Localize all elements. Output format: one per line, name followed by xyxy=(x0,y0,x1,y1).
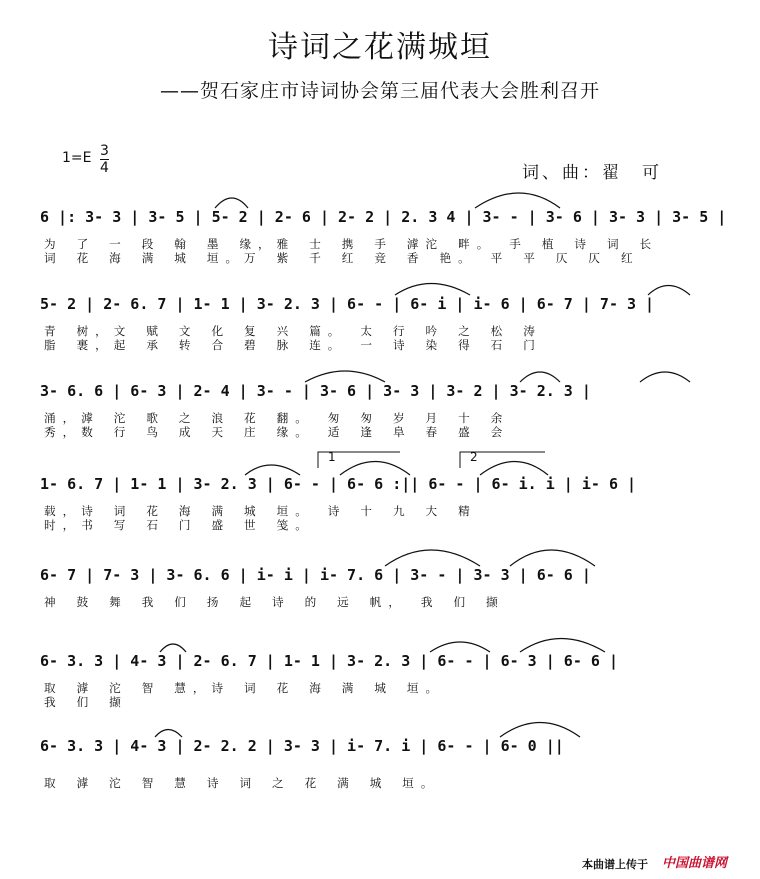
slur xyxy=(430,642,490,652)
slur xyxy=(510,550,595,566)
lyrics-line-3b: 秀，数 行 鸟 成 天 庄 缘。 适 逢 阜 春 盛 会 xyxy=(44,425,510,439)
key-signature: 1=E xyxy=(62,150,92,166)
score-line-3: 3- 6. 6 | 6- 3 | 2- 4 | 3- - | 3- 6 | 3- 3 | 3- 2 | 3- 2. 3 | xyxy=(40,382,591,400)
volta-second-label: 2 xyxy=(470,450,478,464)
score-line-4: 1- 6. 7 | 1- 1 | 3- 2. 3 | 6- - | 6- 6 :|| 6- - | 6- i. i | i- 6 | xyxy=(40,475,637,493)
slur xyxy=(520,639,605,653)
lyrics-line-2b: 脂 裹，起 承 转 合 碧 脉 连。 一 诗 染 得 石 门 xyxy=(44,338,542,352)
slur xyxy=(160,644,186,652)
time-signature xyxy=(100,143,109,176)
meter-bottom: 4 xyxy=(100,160,109,176)
lyrics-line-6b: 我 们 撷 xyxy=(44,695,128,709)
lyrics-line-1b: 词 花 海 满 城 垣。万 紫 千 红 竞 香 艳。 平 平 仄 仄 红 xyxy=(44,251,640,265)
lyrics-line-4b: 时，书 写 石 门 盛 世 笺。 xyxy=(44,518,314,532)
page-subtitle: ——贺石家庄市诗词协会第三届代表大会胜利召开 xyxy=(159,80,600,102)
slur xyxy=(475,193,560,208)
volta-first-label: 1 xyxy=(328,450,336,464)
lyrics-line-1a: 为 了 一 段 翰 墨 缘，雅 士 携 手 滹沱 畔。 手 植 诗 词 长 xyxy=(44,237,659,251)
slur xyxy=(340,462,410,476)
slur xyxy=(640,372,690,382)
lyrics-line-5a: 神 鼓 舞 我 们 扬 起 诗 的 远 帆， 我 们 撷 xyxy=(44,595,505,609)
lyrics-line-2a: 青 树，文 赋 文 化 复 兴 篇。 太 行 吟 之 松 涛 xyxy=(44,324,542,338)
slur xyxy=(395,284,470,296)
slur xyxy=(245,465,300,475)
slur xyxy=(480,462,548,476)
composer-credit: 词、曲：翟 可 xyxy=(522,163,662,183)
slur xyxy=(215,198,248,208)
upload-credit: 本曲谱上传于 xyxy=(582,858,648,871)
score-line-5: 6- 7 | 7- 3 | 3- 6. 6 | i- i | i- 7. 6 | 3- - | 3- 3 | 6- 6 | xyxy=(40,566,591,584)
site-logo: 中国曲谱网 xyxy=(662,856,728,871)
lyrics-line-4a: 载，诗 词 花 海 满 城 垣。 诗 十 九 大 精 xyxy=(44,504,477,518)
slur xyxy=(520,372,560,382)
score-line-2: 5- 2 | 2- 6. 7 | 1- 1 | 3- 2. 3 | 6- - | 6- i | i- 6 | 6- 7 | 7- 3 | xyxy=(40,295,655,313)
lyrics-line-6a: 取 滹 沱 智 慧，诗 词 花 海 满 城 垣。 xyxy=(44,681,445,695)
score-line-6: 6- 3. 3 | 4- 3 | 2- 6. 7 | 1- 1 | 3- 2. 3 | 6- - | 6- 3 | 6- 6 | xyxy=(40,652,618,670)
score-line-7: 6- 3. 3 | 4- 3 | 2- 2. 2 | 3- 3 | i- 7. i | 6- - | 6- 0 || xyxy=(40,737,564,755)
slur xyxy=(155,730,182,738)
lyrics-line-7a: 取 滹 沱 智 慧 诗 词 之 花 满 城 垣。 xyxy=(44,776,440,790)
slur xyxy=(648,286,690,296)
page-title: 诗词之花满城垣 xyxy=(268,30,492,65)
score-line-1: 6 |: 3- 3 | 3- 5 | 5- 2 | 2- 6 | 2- 2 | 2. 3 4 | 3- - | 3- 6 | 3- 3 | 3- 5 | xyxy=(40,208,727,226)
slur xyxy=(385,550,480,566)
lyrics-line-3a: 涌，滹 沱 歌 之 浪 花 翻。 匆 匆 岁 月 十 余 xyxy=(44,411,510,425)
meter-top: 3 xyxy=(100,143,109,159)
slur xyxy=(500,723,580,738)
slur xyxy=(305,371,385,382)
